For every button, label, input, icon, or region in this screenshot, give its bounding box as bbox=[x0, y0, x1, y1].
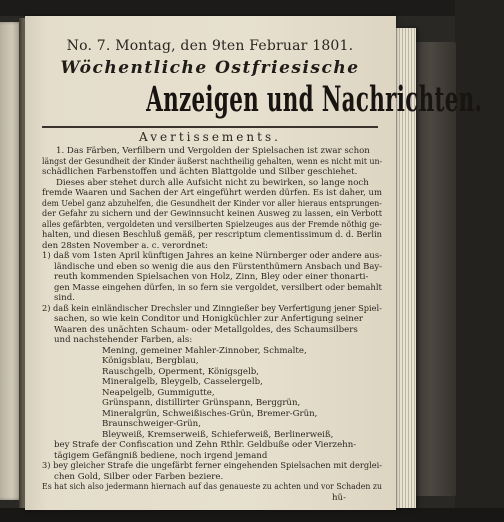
body-line: bey Strafe der Confiscation und Zehn Rthlr. Geldbuße oder Vierzehn- bbox=[54, 440, 357, 450]
background bbox=[0, 0, 504, 16]
body-line: den 28sten November a. c. verordnet: bbox=[42, 240, 208, 251]
body-line: 2) daß kein einländischer Drechsler und Zinngießer bey Verfertigung jener Spiel- bbox=[42, 303, 382, 314]
body-line: Mineralgrün, Schweißisches-Grün, Bremer-Grün, bbox=[102, 408, 318, 419]
body-line: Rauschgelb, Operment, Königsgelb, bbox=[102, 366, 259, 377]
body-line: Waaren des unächten Schaum- oder Metallgoldes, des Schaumsilbers bbox=[54, 324, 358, 335]
body-line: 1. Das Färben, Verfilbern und Vergolden der Spielsachen ist zwar schon bbox=[56, 146, 370, 156]
body-line: Mineralgelb, Bleygelb, Casselergelb, bbox=[102, 377, 263, 387]
body-line: sachen, so wie kein Conditor und Honigküchler zur Anfertigung seiner bbox=[54, 314, 364, 324]
body-line: 1) daß vom 1sten April künftigen Jahres an keine Nürnberger oder andere aus- bbox=[42, 251, 382, 261]
body-line: längst der Gesundheit der Kinder äußerst nachtheilig gehalten, wenn es nicht mit un- bbox=[42, 156, 382, 167]
issue-line: No. 7. Montag, den 9ten Februar 1801. bbox=[66, 38, 354, 54]
body-line: Dieses aber stehet durch alle Aufsicht nicht zu bewirken, so lange noch bbox=[56, 177, 369, 188]
body-line: Braunschweiger-Grün, bbox=[102, 419, 201, 429]
body-line: Königsblau, Bergblau, bbox=[102, 356, 199, 366]
body-line: Bleyweiß, Kremserweiß, Schieferweiß, Berlinerweiß, bbox=[102, 429, 334, 440]
body-line: chen Gold, Silber oder Farben beziere. bbox=[54, 471, 224, 482]
background-bottom bbox=[0, 508, 504, 522]
body-line: dem Uebel ganz abzuhelfen, die Gesundheit der Kinder vor aller hieraus entsprungen- bbox=[42, 198, 382, 209]
masthead-title: Anzeigen und Nachrichten. bbox=[146, 79, 483, 120]
body-line: Neapelgelb, Gummigutte, bbox=[102, 387, 215, 398]
section-heading: Avertissements. bbox=[139, 130, 281, 144]
body-line: Mening, gemeiner Mahler-Zinnober, Schmalte, bbox=[102, 345, 307, 356]
body-line: Grünspann, distillirter Grünspann, Berggrün, bbox=[102, 398, 301, 408]
body-line: halten, und diesen Beschluß gemäß, per rescriptum clementissimum d. d. Berlin bbox=[42, 230, 382, 240]
body-line: sind. bbox=[54, 293, 75, 303]
body-line: 3) bey gleicher Strafe die ungefärbt ferner eingehenden Spielsachen mit derglei- bbox=[42, 461, 382, 471]
article-body bbox=[42, 146, 382, 503]
body-line: und nachstehender Farben, als: bbox=[54, 335, 193, 345]
masthead-rule bbox=[42, 126, 378, 128]
body-line: gen Masse eingehen dürfen, in so fern sie vergoldet, versilbert oder bemahlt bbox=[54, 282, 382, 293]
body-line: ländische und eben so wenig die aus den Fürstenthümern Ansbach und Bay- bbox=[54, 261, 382, 272]
body-line: der Gefahr zu sichern und der Gewinnsucht keinen Ausweg zu lassen, ein Verbott bbox=[42, 209, 382, 219]
body-line: fremde Waaren und Sachen der Art eingeführt werden dürfen. Es ist daher, um bbox=[42, 188, 382, 198]
body-line: hü- bbox=[332, 492, 346, 503]
body-line: Es hat sich also jedermann hiernach auf das genaueste zu achten und vor Schaden zu bbox=[42, 482, 382, 492]
body-line: schädlichen Farbenstoffen und ächten Blattgolde und Silber geschiehet. bbox=[42, 167, 358, 177]
body-line: tägigem Gefängniß bediene, noch irgend jemand bbox=[54, 450, 268, 461]
body-line: reuth kommenden Spielsachen von Holz, Zinn, Bley oder einer thonarti- bbox=[54, 272, 369, 282]
masthead-subtitle: Wöchentliche Ostfriesische bbox=[60, 58, 360, 78]
body-line: alles gefärbten, vergoldeten und versilberten Spielzeuges aus der Fremde nöthig ge- bbox=[42, 219, 382, 230]
